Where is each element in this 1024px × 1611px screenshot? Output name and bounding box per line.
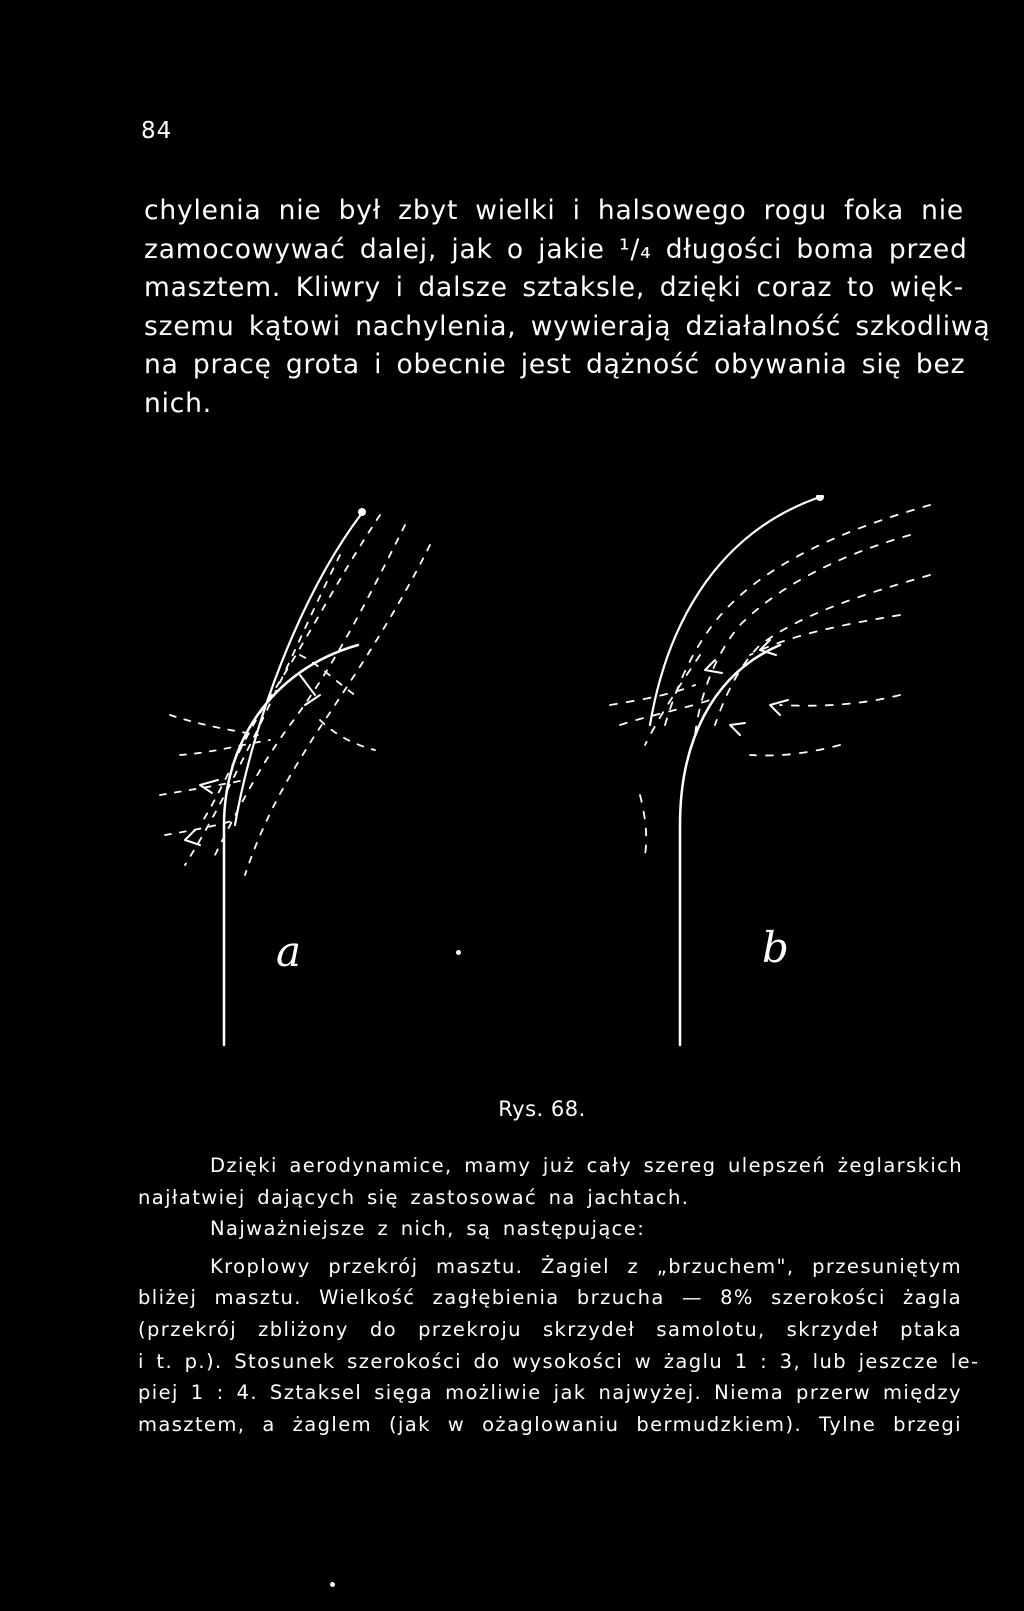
paragraph-2 — [138, 1150, 980, 1440]
figure-label-a: a — [276, 927, 302, 976]
ink-speck — [330, 1582, 335, 1587]
airflow-diagram — [140, 495, 960, 1090]
text-line: piej 1 : 4. Sztaksel sięga możliwie jak najwyżej. Niema przerw między — [138, 1381, 962, 1405]
separator-dot — [456, 950, 461, 955]
text-line: bliżej masztu. Wielkość zagłębienia brzucha — 8% szerokości żagla — [138, 1286, 962, 1310]
figure-caption: Rys. 68. — [498, 1097, 586, 1121]
text-line: Dzięki aerodynamice, mamy już cały szereg ulepszeń żeglarskich — [210, 1154, 964, 1177]
text-line: szemu kątowi nachylenia, wywierają działalność szkodliwą — [144, 310, 991, 342]
text-line: Kroplowy przekrój masztu. Żagiel z „brzuchem", przesuniętym — [210, 1254, 962, 1278]
text-line: najłatwiej dających się zastosować na jachtach. — [138, 1185, 690, 1209]
text-line: chylenia nie był zbyt wielki i halsowego rogu foka nie — [144, 195, 964, 226]
text-line: (przekrój zbliżony do przekroju skrzydeł samolotu, skrzydeł ptaka — [138, 1317, 962, 1341]
text-line: nich. — [144, 387, 212, 419]
page-number: 84 — [141, 118, 173, 144]
jib-a — [235, 513, 362, 825]
paragraph-1 — [144, 192, 991, 423]
figure-label-b: b — [762, 923, 789, 972]
text-line: i t. p.). Stosunek szerokości do wysokości w żaglu 1 : 3, lub jeszcze le- — [138, 1349, 980, 1373]
text-line: zamocowywać dalej, jak o jakie ¹/₄ długości boma przed — [144, 233, 968, 265]
text-line: masztem. Kliwry i dalsze sztaksle, dzięki coraz to więk- — [144, 272, 964, 303]
mast-a — [224, 645, 358, 1045]
jib-b — [650, 497, 820, 725]
text-line: na pracę grota i obecnie jest dążność obywania się bez — [144, 349, 966, 380]
mast-b — [680, 645, 780, 1045]
figure-rys-68 — [140, 495, 960, 1090]
text-line: masztem, a żaglem (jak w ożaglowaniu bermudzkiem). Tylne brzegi — [138, 1412, 962, 1436]
text-line: Najważniejsze z nich, są następujące: — [210, 1217, 646, 1241]
